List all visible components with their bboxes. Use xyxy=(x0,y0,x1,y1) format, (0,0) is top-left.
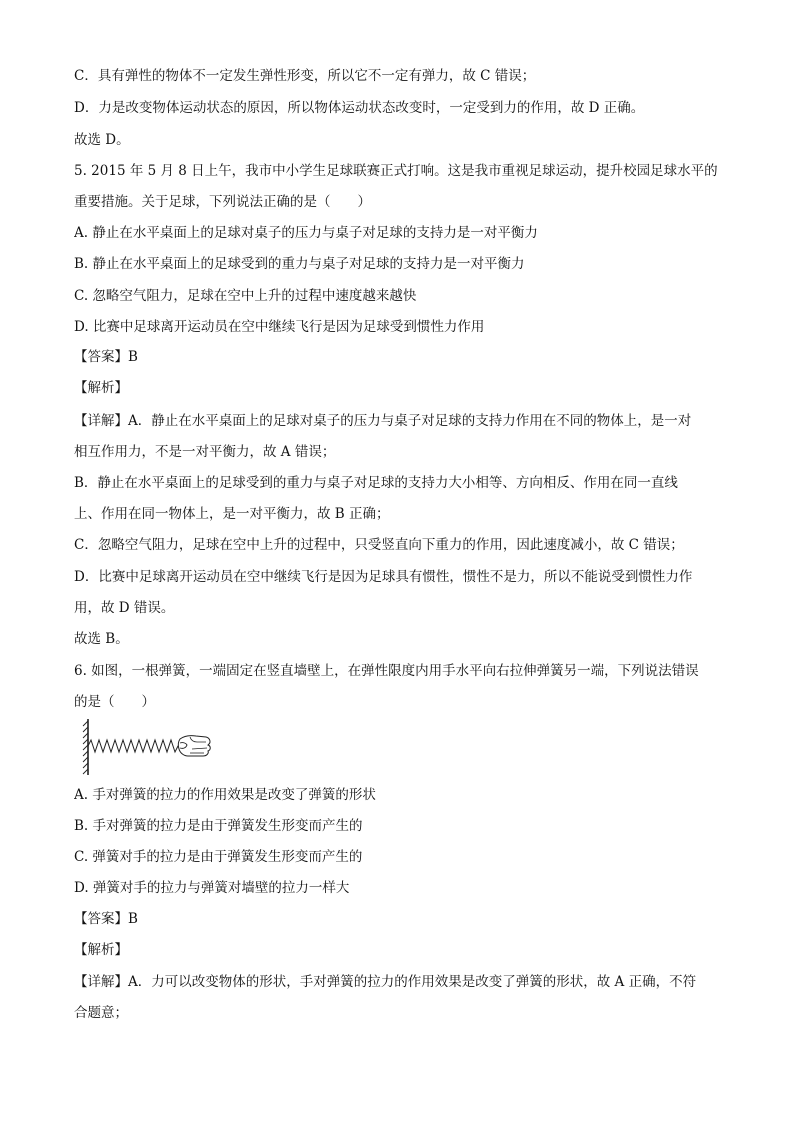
explanation-line: D．比赛中足球离开运动员在空中继续飞行是因为足球具有惯性，惯性不是力，所以不能说受到惯性力作 xyxy=(74,569,693,585)
explanation-line: B．静止在水平桌面上的足球受到的重力与桌子对足球的支持力大小相等、方向相反、作用在同一直线 xyxy=(74,475,678,491)
answer-label: 【答案】B xyxy=(74,349,138,365)
analysis-label: 【解析】 xyxy=(74,380,128,396)
text-line: C．具有弹性的物体不一定发生弹性形变，所以它不一定有弹力，故 C 错误； xyxy=(74,68,536,84)
question-stem: 重要措施。关于足球，下列说法正确的是（ ） xyxy=(74,194,371,210)
option-d: D. 弹簧对手的拉力与弹簧对墙壁的拉力一样大 xyxy=(74,880,350,896)
explanation-line: 上、作用在同一物体上，是一对平衡力，故 B 正确； xyxy=(74,506,390,522)
spring-wall-hand-icon xyxy=(76,715,216,779)
option-b: B. 手对弹簧的拉力是由于弹簧发生形变而产生的 xyxy=(74,818,363,834)
text-line: 故选 D。 xyxy=(74,132,130,148)
option-a: A. 手对弹簧的拉力的作用效果是改变了弹簧的形状 xyxy=(74,787,376,803)
analysis-label: 【解析】 xyxy=(74,942,128,958)
answer-label: 【答案】B xyxy=(74,911,138,927)
option-c: C. 弹簧对手的拉力是由于弹簧发生形变而产生的 xyxy=(74,849,363,865)
option-c: C. 忽略空气阻力，足球在空中上升的过程中速度越来越快 xyxy=(74,288,417,304)
spring-wall-hand-figure xyxy=(76,715,216,779)
explanation-line: 用，故 D 错误。 xyxy=(74,600,175,616)
option-b: B. 静止在水平桌面上的足球受到的重力与桌子对足球的支持力是一对平衡力 xyxy=(74,256,525,272)
explanation-line: 合题意； xyxy=(74,1005,128,1021)
text-line: D．力是改变物体运动状态的原因，所以物体运动状态改变时，一定受到力的作用，故 D 正确。 xyxy=(74,100,645,116)
question-stem: 5. 2015 年 5 月 8 日上午，我市中小学生足球联赛正式打响。这是我市重视足球运动，提升校园足球水平的 xyxy=(74,163,718,179)
explanation-line: 相互作用力，不是一对平衡力，故 A 错误； xyxy=(74,444,336,460)
explanation-line: C．忽略空气阻力，足球在空中上升的过程中，只受竖直向下重力的作用，因此速度减小，故 C 错误； xyxy=(74,537,684,553)
conclusion-line: 故选 B。 xyxy=(74,631,129,647)
explanation-line: 【详解】A．静止在水平桌面上的足球对桌子的压力与桌子对足球的支持力作用在不同的物体上，是一对 xyxy=(74,413,692,429)
option-a: A. 静止在水平桌面上的足球对桌子的压力与桌子对足球的支持力是一对平衡力 xyxy=(74,225,538,241)
question-stem: 6. 如图，一根弹簧，一端固定在竖直墙壁上，在弹性限度内用手水平向右拉伸弹簧另一端，下列说法错误 xyxy=(74,663,699,679)
option-d: D. 比赛中足球离开运动员在空中继续飞行是因为足球受到惯性力作用 xyxy=(74,319,485,335)
explanation-line: 【详解】A．力可以改变物体的形状，手对弹簧的拉力的作用效果是改变了弹簧的形状，故 A 正确，不符 xyxy=(74,974,697,990)
question-stem: 的是（ ） xyxy=(74,694,155,710)
